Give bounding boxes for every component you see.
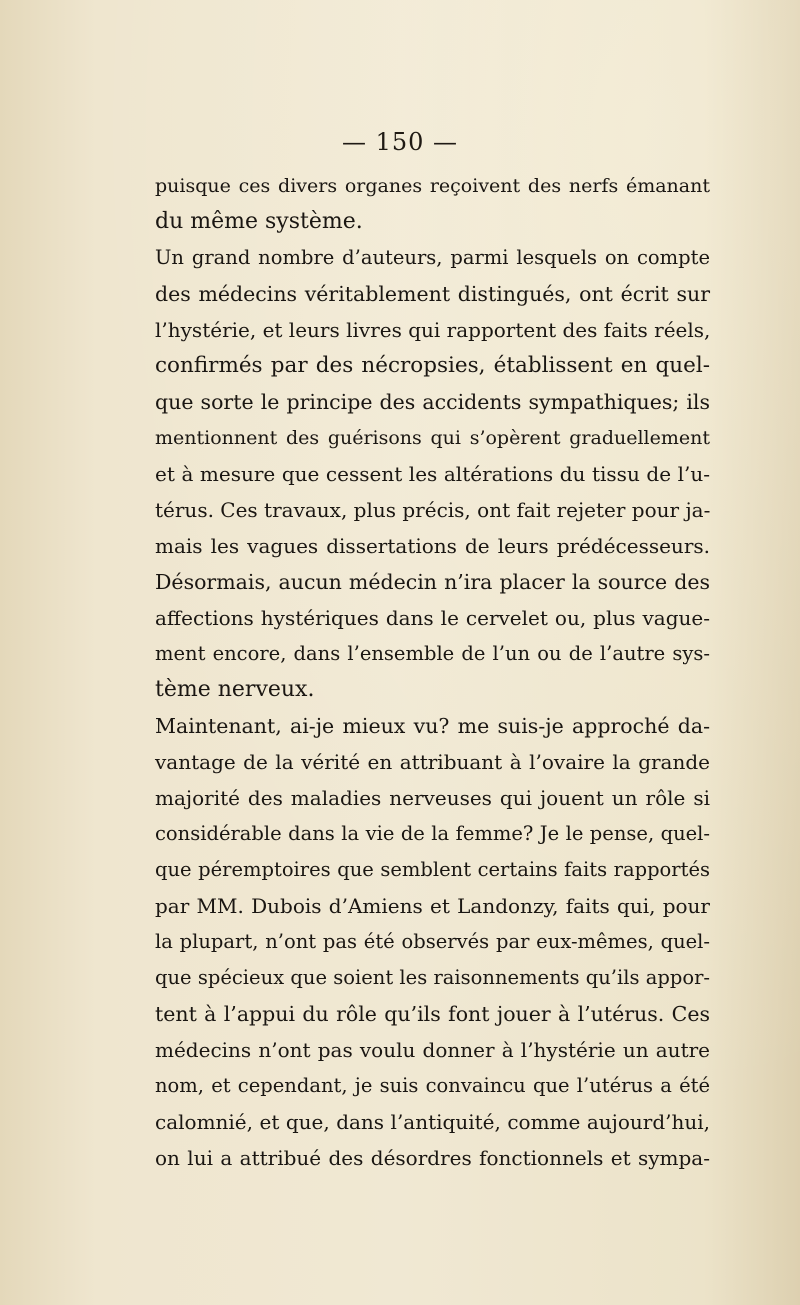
text-line: térus. Ces travaux, plus précis, ont fait rejeter pour ja- — [155, 498, 711, 522]
text-line: nom, et cependant, je suis convaincu que l’utérus a été — [155, 1074, 710, 1097]
text-line: puisque ces divers organes reçoivent des nerfs émanant — [155, 175, 710, 197]
text-line: Désormais, aucun médecin n’ira placer la source des — [155, 570, 710, 594]
text-line: que sorte le principe des accidents sympathiques; ils — [155, 390, 710, 414]
text-line: mentionnent des guérisons qui s’opèrent graduellement — [155, 427, 710, 449]
text-line: la plupart, n’ont pas été observés par eux-mêmes, quel- — [155, 930, 710, 953]
text-line: tent à l’appui du rôle qu’ils font jouer à l’utérus. Ces — [155, 1002, 710, 1026]
text-line: affections hystériques dans le cervelet ou, plus vague- — [155, 606, 710, 630]
text-line: par MM. Dubois d’Amiens et Landonzy, faits qui, pour — [155, 894, 710, 918]
text-line: que péremptoires que semblent certains faits rapportés — [155, 858, 710, 881]
text-line: du même système. — [155, 209, 363, 234]
body-text — [155, 168, 710, 1176]
text-line: ment encore, dans l’ensemble de l’un ou de l’autre sys- — [155, 642, 710, 665]
text-line: confirmés par des nécropsies, établissent en quel- — [155, 353, 710, 378]
page-number: — 150 — — [341, 128, 459, 156]
text-line: vantage de la vérité en attribuant à l’ovaire la grande — [155, 750, 710, 774]
text-line: majorité des maladies nerveuses qui jouent un rôle si — [155, 786, 710, 810]
text-line: que spécieux que soient les raisonnements qu’ils appor- — [155, 966, 710, 989]
text-line: calomnié, et que, dans l’antiquité, comme aujourd’hui, — [155, 1110, 710, 1134]
text-line: et à mesure que cessent les altérations du tissu de l’u- — [155, 462, 710, 486]
text-line: considérable dans la vie de la femme? Je le pense, quel- — [155, 822, 710, 845]
text-line: médecins n’ont pas voulu donner à l’hystérie un autre — [155, 1038, 710, 1062]
text-line: l’hystérie, et leurs livres qui rapportent des faits réels, — [155, 318, 711, 342]
text-line: mais les vagues dissertations de leurs prédécesseurs. — [155, 534, 710, 558]
text-line: Un grand nombre d’auteurs, parmi lesquels on compte — [155, 246, 710, 269]
text-line: tème nerveux. — [155, 677, 315, 702]
text-line: des médecins véritablement distingués, ont écrit sur — [155, 282, 710, 306]
text-line: on lui a attribué des désordres fonctionnels et sympa- — [155, 1146, 710, 1170]
text-line: Maintenant, ai-je mieux vu? me suis-je approché da- — [155, 714, 710, 738]
